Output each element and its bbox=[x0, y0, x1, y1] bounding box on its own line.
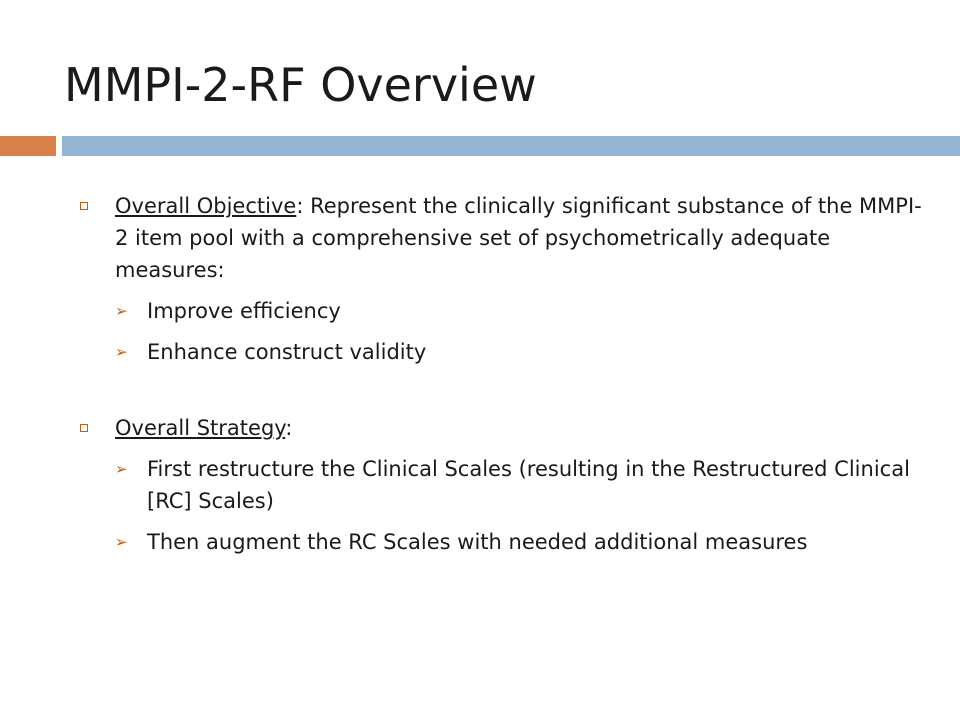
objective-colon: : bbox=[296, 194, 304, 218]
subbullet-text: Improve efficiency bbox=[147, 299, 341, 323]
strategy-colon: : bbox=[285, 416, 293, 440]
title-rule-orange bbox=[0, 136, 56, 156]
objective-label: Overall Objective bbox=[115, 194, 297, 218]
bullet-overall-strategy bbox=[80, 412, 930, 444]
subbullet-text: First restructure the Clinical Scales (resulting in the Restructured Clinical [RC] Scales) bbox=[147, 457, 910, 513]
square-bullet-icon bbox=[80, 424, 88, 432]
square-bullet-icon bbox=[80, 202, 88, 210]
arrow-bullet-icon: ➢ bbox=[115, 533, 128, 551]
arrow-bullet-icon: ➢ bbox=[115, 343, 128, 361]
subbullet-restructure bbox=[115, 453, 930, 517]
strategy-label: Overall Strategy bbox=[115, 416, 286, 440]
subbullet-enhance-validity bbox=[115, 336, 930, 368]
subbullet-text: Enhance construct validity bbox=[147, 340, 427, 364]
bullet-overall-objective bbox=[80, 190, 930, 286]
title-rule-blue bbox=[62, 136, 960, 156]
subbullet-augment bbox=[115, 526, 930, 558]
subbullet-text: Then augment the RC Scales with needed additional measures bbox=[147, 530, 808, 554]
slide-content bbox=[80, 190, 930, 558]
slide-title: MMPI-2-RF Overview bbox=[64, 58, 537, 112]
objective-text: Represent the clinically significant substance of the MMPI-2 item pool with a comprehensive set of psychometrically adequate measures: bbox=[115, 194, 922, 282]
subbullet-improve-efficiency bbox=[115, 295, 930, 327]
arrow-bullet-icon: ➢ bbox=[115, 460, 128, 478]
arrow-bullet-icon: ➢ bbox=[115, 302, 128, 320]
